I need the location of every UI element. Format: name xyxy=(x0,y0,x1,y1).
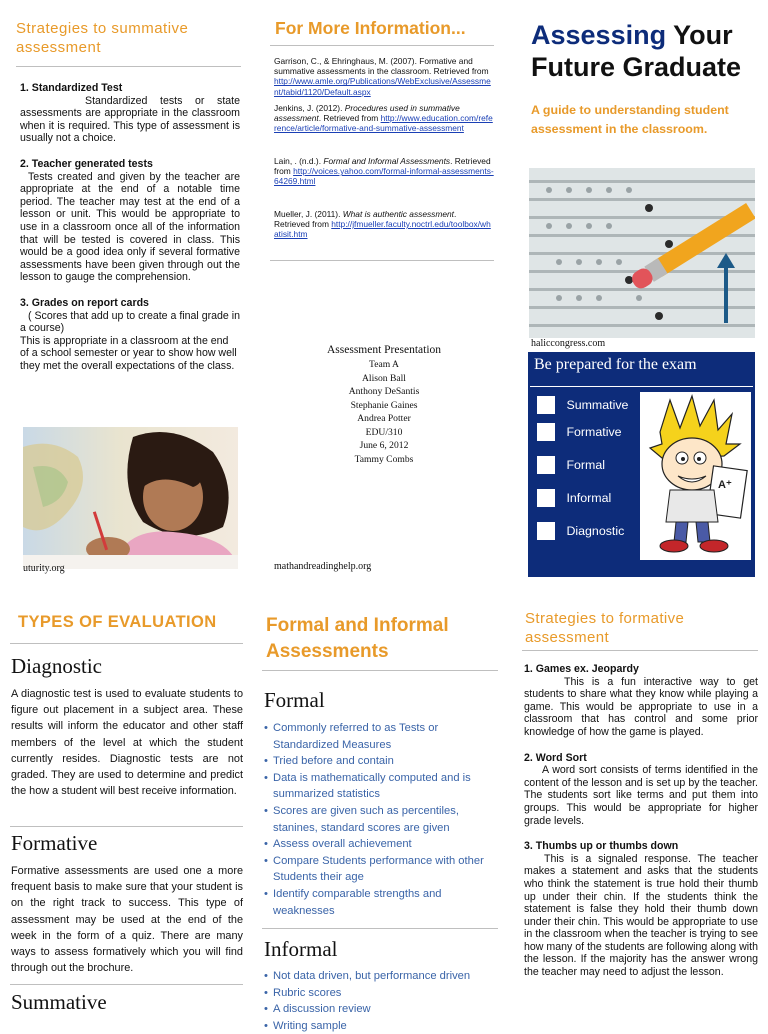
option-label: Formal xyxy=(566,458,606,472)
cartoon-student-image xyxy=(640,392,751,560)
divider xyxy=(16,66,241,67)
brochure-title: Assessing Your Future Graduate xyxy=(531,20,742,82)
formal-checkbox[interactable] xyxy=(536,455,556,475)
informal-heading: Informal xyxy=(264,937,338,961)
more-info-title: For More Information... xyxy=(275,18,466,38)
strategy-text: Standardized tests or state assessments are appropriate in the classroom when it is required. This type of assessment is usually not a choice. xyxy=(20,94,240,145)
reference: Jenkins, J. (2012). Procedures used in summative assessment. Retrieved from http://www.education.com/reference/article/formative-and-summative-assessment xyxy=(274,103,493,134)
summative-strategies-title: Strategies to summative assessment xyxy=(16,20,189,56)
list-item: • Writing sample xyxy=(264,1018,496,1034)
presentation-line: Andrea Potter xyxy=(357,413,411,424)
cartoon-credit: mathandreadinghelp.org xyxy=(274,561,372,572)
strategy-heading: 2. Word Sort xyxy=(524,751,587,764)
exam-option-formative[interactable] xyxy=(536,422,622,442)
list-item: • Compare Students performance with other Students their age xyxy=(264,853,496,886)
divider xyxy=(262,928,498,929)
diagnostic-checkbox[interactable] xyxy=(536,521,556,541)
formative-strategy-list xyxy=(524,663,758,979)
presentation-line: Anthony DeSantis xyxy=(348,386,420,397)
option-label: Informal xyxy=(566,491,612,505)
divider xyxy=(262,670,498,671)
divider xyxy=(10,984,243,985)
formative-strategies-title: Strategies to formative assessment xyxy=(525,610,685,646)
reference: Lain, . (n.d.). Formal and Informal Assessments. Retrieved from http://voices.yahoo.com/formal-informal-assessments-64269.html xyxy=(274,156,494,187)
strategy-text: This is a signaled response. The teacher makes a statement and asks that the students who think the statement is true hold their thumb up under their chin. If the students think the statement is false they hold their thumb down under their chin. This would be appropriate to use in the classroom when the teacher is trying to see how many of the students are following along with the lesson. If the majority has the answer wrong the teacher may need to adjust the lesson. xyxy=(524,852,758,979)
list-item: • Scores are given such as percentiles, stanines, standard scores are given xyxy=(264,803,496,836)
exam-option-formal[interactable] xyxy=(536,455,605,475)
list-item: • Identify comparable strengths and weaknesses xyxy=(264,886,496,919)
answer-sheet-photo xyxy=(529,168,755,338)
divider xyxy=(10,643,243,644)
diagnostic-text: A diagnostic test is used to evaluate students to figure out placement in a subject area. These results will inform the educator and other staff members of the level at which the student currently resides. Diagnostic tests are not graded. They are used to determine and predict the how a student will best receive information. xyxy=(11,688,243,798)
formal-heading: Formal xyxy=(264,688,325,712)
girl-writing-photo xyxy=(23,427,238,569)
presentation-line: EDU/310 xyxy=(365,426,403,438)
strategy-text: ( Scores that add up to create a final grade in a course) xyxy=(20,309,241,335)
photo-credit: haliccongress.com xyxy=(531,338,606,349)
strategy-heading: 3. Grades on report cards xyxy=(20,296,149,309)
reference-link[interactable]: http://voices.yahoo.com/formal-informal-assessments-64269.html xyxy=(274,166,494,187)
exam-prep-box xyxy=(528,352,755,577)
strategy-heading: 1. Standardized Test xyxy=(20,82,123,94)
formative-heading: Formative xyxy=(11,831,98,855)
informal-checkbox[interactable] xyxy=(536,488,556,508)
strategy-text: Tests created and given by the teacher are appropriate at the end of a notable time period. The teacher may test at the end of a lesson or unit. This would be appropriate to use in a classroom once all of the information that will be tested is covered in class. This would be a good idea only if several formative assessments have been given through out the lesson to gauge the comprehension. xyxy=(20,170,240,284)
presentation-line: June 6, 2012 xyxy=(359,440,409,451)
list-item: • A discussion review xyxy=(264,1001,496,1018)
reference-link[interactable]: http://www.amle.org/Publications/WebExclusive/Assessment/tabid/1120/Default.aspx xyxy=(274,76,491,97)
strategy-text: A word sort consists of terms identified in the content of the lesson and is set up by the teacher. The students sort like terms and put them into groups. This would be appropriate for higher grade levels. xyxy=(524,764,758,827)
presentation-title: Assessment Presentation xyxy=(326,344,442,356)
formative-text: Formative assessments are used one a more frequent basis to make sure that your student is on the right track to success. This type of assessment may be used at the end of the week in the form of a quiz. There are many ways to assess formatively which you will find through out the brochure. xyxy=(11,865,243,975)
presentation-line: Team A xyxy=(369,359,399,370)
list-item: • Commonly referred to as Tests or Standardized Measures xyxy=(264,720,496,753)
option-label: Diagnostic xyxy=(566,524,625,538)
option-label: Formative xyxy=(566,425,622,439)
brochure-subtitle: A guide to understanding student assessment in the classroom. xyxy=(531,103,729,136)
informal-list xyxy=(264,968,496,1034)
types-of-evaluation-title: TYPES OF EVALUATION xyxy=(18,613,217,631)
presentation-line: Stephanie Gaines xyxy=(350,399,418,411)
list-item: • Data is mathematically computed and is summarized statistics xyxy=(264,770,496,803)
strategy-heading: 2. Teacher generated tests xyxy=(20,157,153,170)
option-label: Summative xyxy=(566,398,629,412)
reference-link[interactable]: http://jfmueller.faculty.noctrl.edu/toolbox/whatisit.htm xyxy=(274,219,491,240)
reference-link[interactable]: http://www.education.com/reference/article/formative-and-summative-assessment xyxy=(274,113,493,134)
diagnostic-heading: Diagnostic xyxy=(11,654,102,678)
divider xyxy=(270,260,494,261)
list-item: • Not data driven, but performance driven xyxy=(264,968,496,985)
presentation-line: Tammy Combs xyxy=(354,453,414,465)
strategy-text: This is a fun interactive way to get students to share what they know while playing a game. This would be appropriate to use in a classroom that has control and some prior knowledge of how the game is played. xyxy=(524,675,758,738)
formal-list xyxy=(264,720,496,919)
summative-heading: Summative xyxy=(11,990,107,1014)
presentation-line: Alison Ball xyxy=(362,372,406,384)
references-list xyxy=(274,56,494,240)
summative-checkbox[interactable] xyxy=(536,395,556,415)
list-item: • Rubric scores xyxy=(264,985,496,1002)
divider xyxy=(270,45,494,46)
presentation-block xyxy=(270,343,498,466)
summative-strategy-list xyxy=(20,82,240,372)
exam-option-diagnostic[interactable] xyxy=(536,521,624,541)
formative-checkbox[interactable] xyxy=(536,422,556,442)
reference: Garrison, C., & Ehringhaus, M. (2007). Formative and summative assessments in the classroom. Retrieved from http://www.amle.org/Publications/WebExclusive/Assessment/tabid/1120/Default.aspx xyxy=(274,56,491,97)
svg-text:A⁺: A⁺ xyxy=(718,479,732,491)
exam-option-summative[interactable] xyxy=(536,395,628,415)
formal-informal-title: Formal and Informal Assessments xyxy=(266,615,449,662)
photo-credit: uturity.org xyxy=(23,563,65,574)
exam-option-informal[interactable] xyxy=(536,488,611,508)
list-item: • Assess overall achievement xyxy=(264,836,496,853)
list-item: • Tried before and contain xyxy=(264,753,496,770)
divider xyxy=(10,826,243,827)
exam-prep-title: Be prepared for the exam xyxy=(534,356,697,373)
strategy-text: This is appropriate in a classroom at the end of a school semester or year to show how well they met the overall expectations of the class. xyxy=(20,334,237,372)
reference: Mueller, J. (2011). What is authentic assessment. Retrieved from http://jfmueller.faculty.noctrl.edu/toolbox/whatisit.htm xyxy=(274,209,491,240)
divider xyxy=(522,650,758,651)
strategy-heading: 3. Thumbs up or thumbs down xyxy=(524,840,679,853)
strategy-heading: 1. Games ex. Jeopardy xyxy=(524,663,639,675)
